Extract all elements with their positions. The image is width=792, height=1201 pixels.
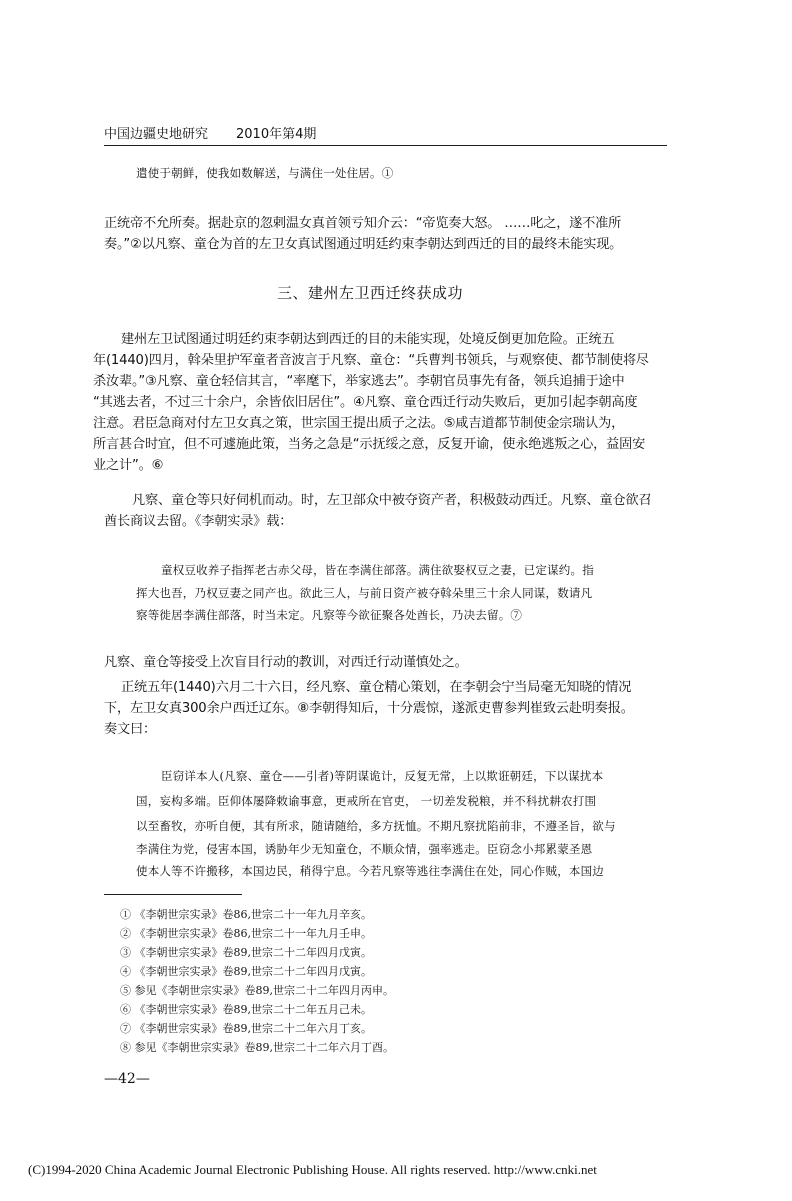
text-line: 酋长商议去留。《李朝实录》载：: [104, 514, 293, 529]
text-line: 建州左卫试图通过明廷约束李朝达到西迁的目的未能实现，处境反倒更加危险。正统五: [121, 332, 615, 347]
quote-line: 以至畜牧，亦听自便，其有所求，随请随给，多方抚恤。不期凡察扰陷前非，不遵圣旨，欲与: [136, 819, 616, 833]
page-number: —42—: [104, 1071, 150, 1087]
quote-line: 童权豆收养子指挥老古赤父母，皆在李满住部落。满住欲娶权豆之妻，已定谋约。指: [161, 563, 594, 577]
footnote-item: ③ 《李朝世宗实录》卷89,世宗二十二年四月戊寅。: [120, 946, 372, 959]
text-line: 奏文曰：: [104, 722, 156, 737]
running-header: [104, 121, 667, 146]
text-line: 凡察、童仓等只好伺机而动。时，左卫部众中被夺资产者，积极鼓动西迁。凡察、童仓欲召: [132, 493, 652, 508]
footnote-item: ⑥ 《李朝世宗实录》卷89,世宗二十二年五月己未。: [120, 1003, 372, 1016]
footnote-item: ① 《李朝世宗实录》卷86,世宗二十一年九月辛亥。: [120, 908, 372, 921]
text-line: 业之计”。⑥: [93, 458, 164, 473]
text-line: 正统帝不允所奏。据赴京的忽剌温女真首领亏知介云：“帝览奏大怒。 ……叱之，遂不准所: [104, 216, 622, 231]
footnote-item: ⑦ 《李朝世宗实录》卷89,世宗二十二年六月丁亥。: [120, 1022, 372, 1035]
section-title: 三、建州左卫西迁终获成功: [277, 284, 464, 302]
text-line: 奏。”②以凡察、童仓为首的左卫女真试图通过明廷约束李朝达到西迁的目的最终未能实现。: [104, 237, 623, 252]
text-line: 正统五年(1440)六月二十六日，经凡察、童仓精心策划，在李朝会宁当局毫无知晓的情况: [121, 680, 632, 695]
text-line: 年(1440)四月，斡朵里护军童者音波言于凡察、童仓：“兵曹判书领兵，与观察使、都节制使将尽: [93, 353, 649, 368]
footnote-item: ② 《李朝世宗实录》卷86,世宗二十一年九月壬申。: [120, 927, 372, 940]
quote-line: 国，妄构多端。臣仰体屡降敕谕事意，更戒所在官吏， 一切差发税粮，并不科扰耕农打围: [136, 794, 597, 808]
footnote-item: ⑤ 参见《李朝世宗实录》卷89,世宗二十二年四月丙申。: [120, 984, 394, 997]
quote-line: 使本人等不许搬移，本国边民，稍得宁息。今若凡察等逃往李满住在处，同心作贼，本国边: [136, 864, 604, 878]
text-line: 凡察、童仓等接受上次盲目行动的教训，对西迁行动谨慎处之。: [104, 655, 468, 670]
quote-line: 臣窃详本人(凡察、童仓——引者)等阴谋诡计，反复无常，上以欺诳朝廷，下以谋扰本: [161, 769, 604, 783]
quote-line: 遣使于朝鲜，使我如数解送，与满住一处住居。①: [136, 166, 394, 180]
quote-line: 李满住为党，侵害本国，诱胁年少无知童仓，不顺众情，强率逃走。臣窃念小邦累蒙圣恩: [136, 842, 593, 856]
footnote-item: ④ 《李朝世宗实录》卷89,世宗二十二年四月戊寅。: [120, 965, 372, 978]
text-line: 所言甚合时宜，但不可遽施此策，当务之急是“示抚绥之意，反复开谕，使永绝逃叛之心，益固安: [93, 437, 646, 452]
journal-name: 中国边疆史地研究: [104, 127, 209, 142]
copyright-footer: (C)1994-2020 China Academic Journal Electronic Publishing House. All rights reserved. http://www.cnki.net: [28, 1162, 597, 1177]
issue-label: 2010年第4期: [236, 127, 317, 142]
text-line: “其逃去者，不过三十余户，余皆依旧居住”。④凡察、童仓西迁行动失败后，更加引起李朝高度: [93, 395, 638, 410]
footnote-item: ⑧ 参见《李朝世宗实录》卷89,世宗二十二年六月丁酉。: [120, 1041, 394, 1054]
footnote-divider: [104, 894, 242, 895]
text-line: 下，左卫女真300余户西迁辽东。⑧李朝得知后，十分震惊，遂派吏曹参判崔致云赴明奏报。: [104, 701, 634, 716]
text-line: 杀汝辈。”③凡察、童仓轻信其言，“率麾下，举家逃去”。李朝官员事先有备，领兵追捕于途中: [93, 374, 625, 389]
text-line: 注意。君臣急商对付左卫女真之策，世宗国王提出质子之法。⑤咸吉道都节制使金宗瑞认为，: [93, 416, 625, 431]
quote-line: 察等徙居李满住部落，时当未定。凡察等今欲征聚各处酋长，乃决去留。⑦: [136, 608, 523, 622]
quote-line: 挥大也吾，乃权豆妻之同产也。欲此三人，与前日资产被夺斡朵里三十余人同谋，数请凡: [136, 586, 593, 600]
